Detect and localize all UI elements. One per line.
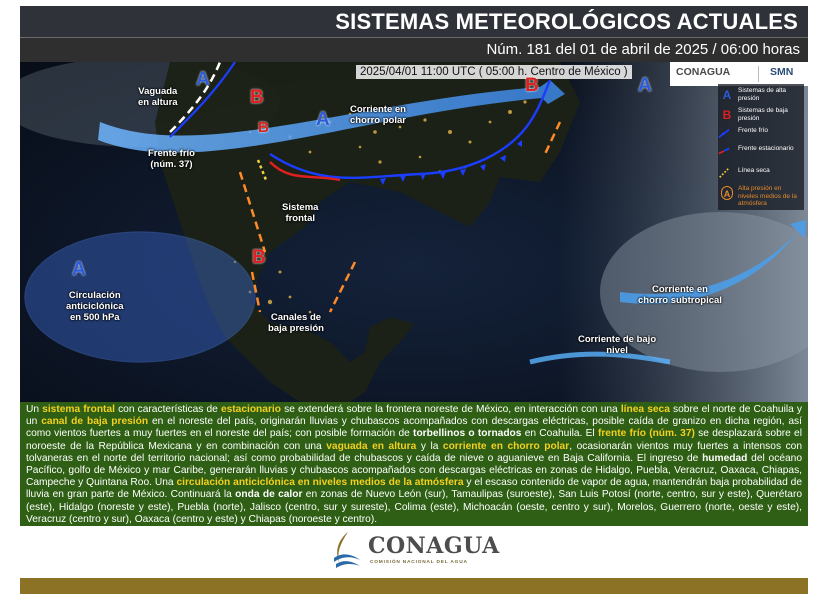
header-title-bar bbox=[20, 6, 808, 38]
legend-item: A Alta presión en niveles medios de la atmósfera bbox=[718, 184, 804, 202]
bulletin-header bbox=[20, 6, 808, 62]
legend-item: Frente frío bbox=[718, 126, 804, 144]
satellite-timestamp: 2025/04/01 11:00 UTC ( 05:00 h. Centro de México ) bbox=[356, 65, 632, 79]
legend-item: B Sistemas de baja presión bbox=[722, 107, 788, 122]
mid-level-high-icon: A bbox=[721, 186, 733, 200]
label-anticyclone: Circulación anticiclónica en 500 hPa bbox=[66, 290, 124, 323]
low-pressure-icon: B bbox=[722, 108, 732, 122]
low-pressure-symbol: B bbox=[252, 247, 266, 268]
anticyclone-symbol: A bbox=[72, 259, 86, 280]
bulletin-number-date: Núm. 181 del 01 de abril de 2025 / 06:00 horas bbox=[486, 41, 800, 58]
anticyclone-area bbox=[25, 232, 255, 362]
logo-divider bbox=[758, 66, 759, 82]
legend-item: A Sistemas de alta presión bbox=[722, 87, 787, 102]
label-troughs: Canales de baja presión bbox=[268, 312, 324, 334]
label-low-level-jet: Corriente de bajo nivel bbox=[578, 334, 657, 356]
footer-bar bbox=[20, 578, 808, 594]
high-pressure-symbol: A bbox=[316, 109, 330, 130]
conagua-emblem-icon bbox=[330, 530, 364, 570]
label-vaguada: Vaguada en altura bbox=[138, 86, 178, 108]
label-polar-jet: Corriente en chorro polar bbox=[350, 104, 406, 126]
dry-line-icon bbox=[718, 166, 730, 180]
low-pressure-symbol: B bbox=[258, 119, 269, 136]
conagua-wordmark: CONAGUA bbox=[368, 533, 500, 559]
smn-logo: SMN bbox=[770, 66, 794, 78]
legend-item: Línea seca bbox=[718, 166, 804, 184]
conagua-logo-small: CONAGUA bbox=[676, 66, 731, 78]
label-frontal-system: Sistema frontal bbox=[282, 202, 319, 224]
conagua-logo bbox=[330, 528, 500, 572]
label-subtropical-jet: Corriente en chorro subtropical bbox=[638, 284, 722, 306]
agency-logos bbox=[670, 62, 808, 86]
map-graphics bbox=[20, 62, 808, 402]
page-title: SISTEMAS METEOROLÓGICOS ACTUALES bbox=[335, 9, 798, 34]
legend-item: Frente estacionario bbox=[718, 144, 804, 162]
high-pressure-symbol: A bbox=[638, 75, 652, 96]
satellite-map bbox=[20, 62, 808, 402]
high-pressure-symbol: A bbox=[196, 69, 210, 90]
map-legend bbox=[718, 84, 804, 210]
label-cold-front: Frente frío (núm. 37) bbox=[148, 148, 195, 170]
low-pressure-symbol: B bbox=[250, 87, 264, 108]
high-pressure-icon: A bbox=[722, 88, 732, 102]
low-pressure-symbol: B bbox=[525, 75, 539, 96]
conagua-tagline: COMISIÓN NACIONAL DEL AGUA bbox=[370, 560, 468, 565]
stationary-front-icon bbox=[718, 144, 730, 158]
cold-front-icon bbox=[718, 126, 730, 140]
bulletin-text: Un sistema frontal con características de estacionario se extenderá sobre la frontera noreste de México, en interacción con una línea seca sobre el norte de Coahuila y un canal de baja presión en el noreste del país, originarán lluvias y chubascos acompañados con descargas eléctricas, posible caída de granizo en dicha región, así como vientos fuertes a muy fuertes en el noreste del país; con posible formación de torbellinos o tornados en Coahuila. El frente frío (núm. 37) se desplazará sobre el noroeste de la República Mexicana y en combinación con una vaguada en altura y la corriente en chorro polar, ocasionarán vientos muy fuertes a intensos con tolvaneras en el norte del territorio nacional; así como probabilidad de chubascos y caída de nieve o aguanieve en Baja California. El ingreso de humedad del océano Pacífico, golfo de México y mar Caribe, generarán lluvias y chubascos acompañados con descargas eléctricas en zonas de Hidalgo, Puebla, Veracruz, Oaxaca, Chiapas, Campeche y Quintana Roo. Una circulación anticiclónica en niveles medios de la atmósfera y el escaso contenido de vapor de agua, mantendrán baja probabilidad de lluvia en gran parte de México. Continuará la onda de calor en zonas de Nuevo León (sur), Tamaulipas (suroeste), San Luis Potosí (norte, centro, sur y este), Querétaro (este), Hidalgo (noreste y este), Puebla (norte), Jalisco (centro, sur y sureste), Colima (este), Michoacán (oeste, centro y sur), Morelos, Guerrero (norte, oeste y este), Veracruz (centro y sur), Oaxaca (centro y este) y Chiapas (noroeste y centro). bbox=[20, 402, 808, 526]
